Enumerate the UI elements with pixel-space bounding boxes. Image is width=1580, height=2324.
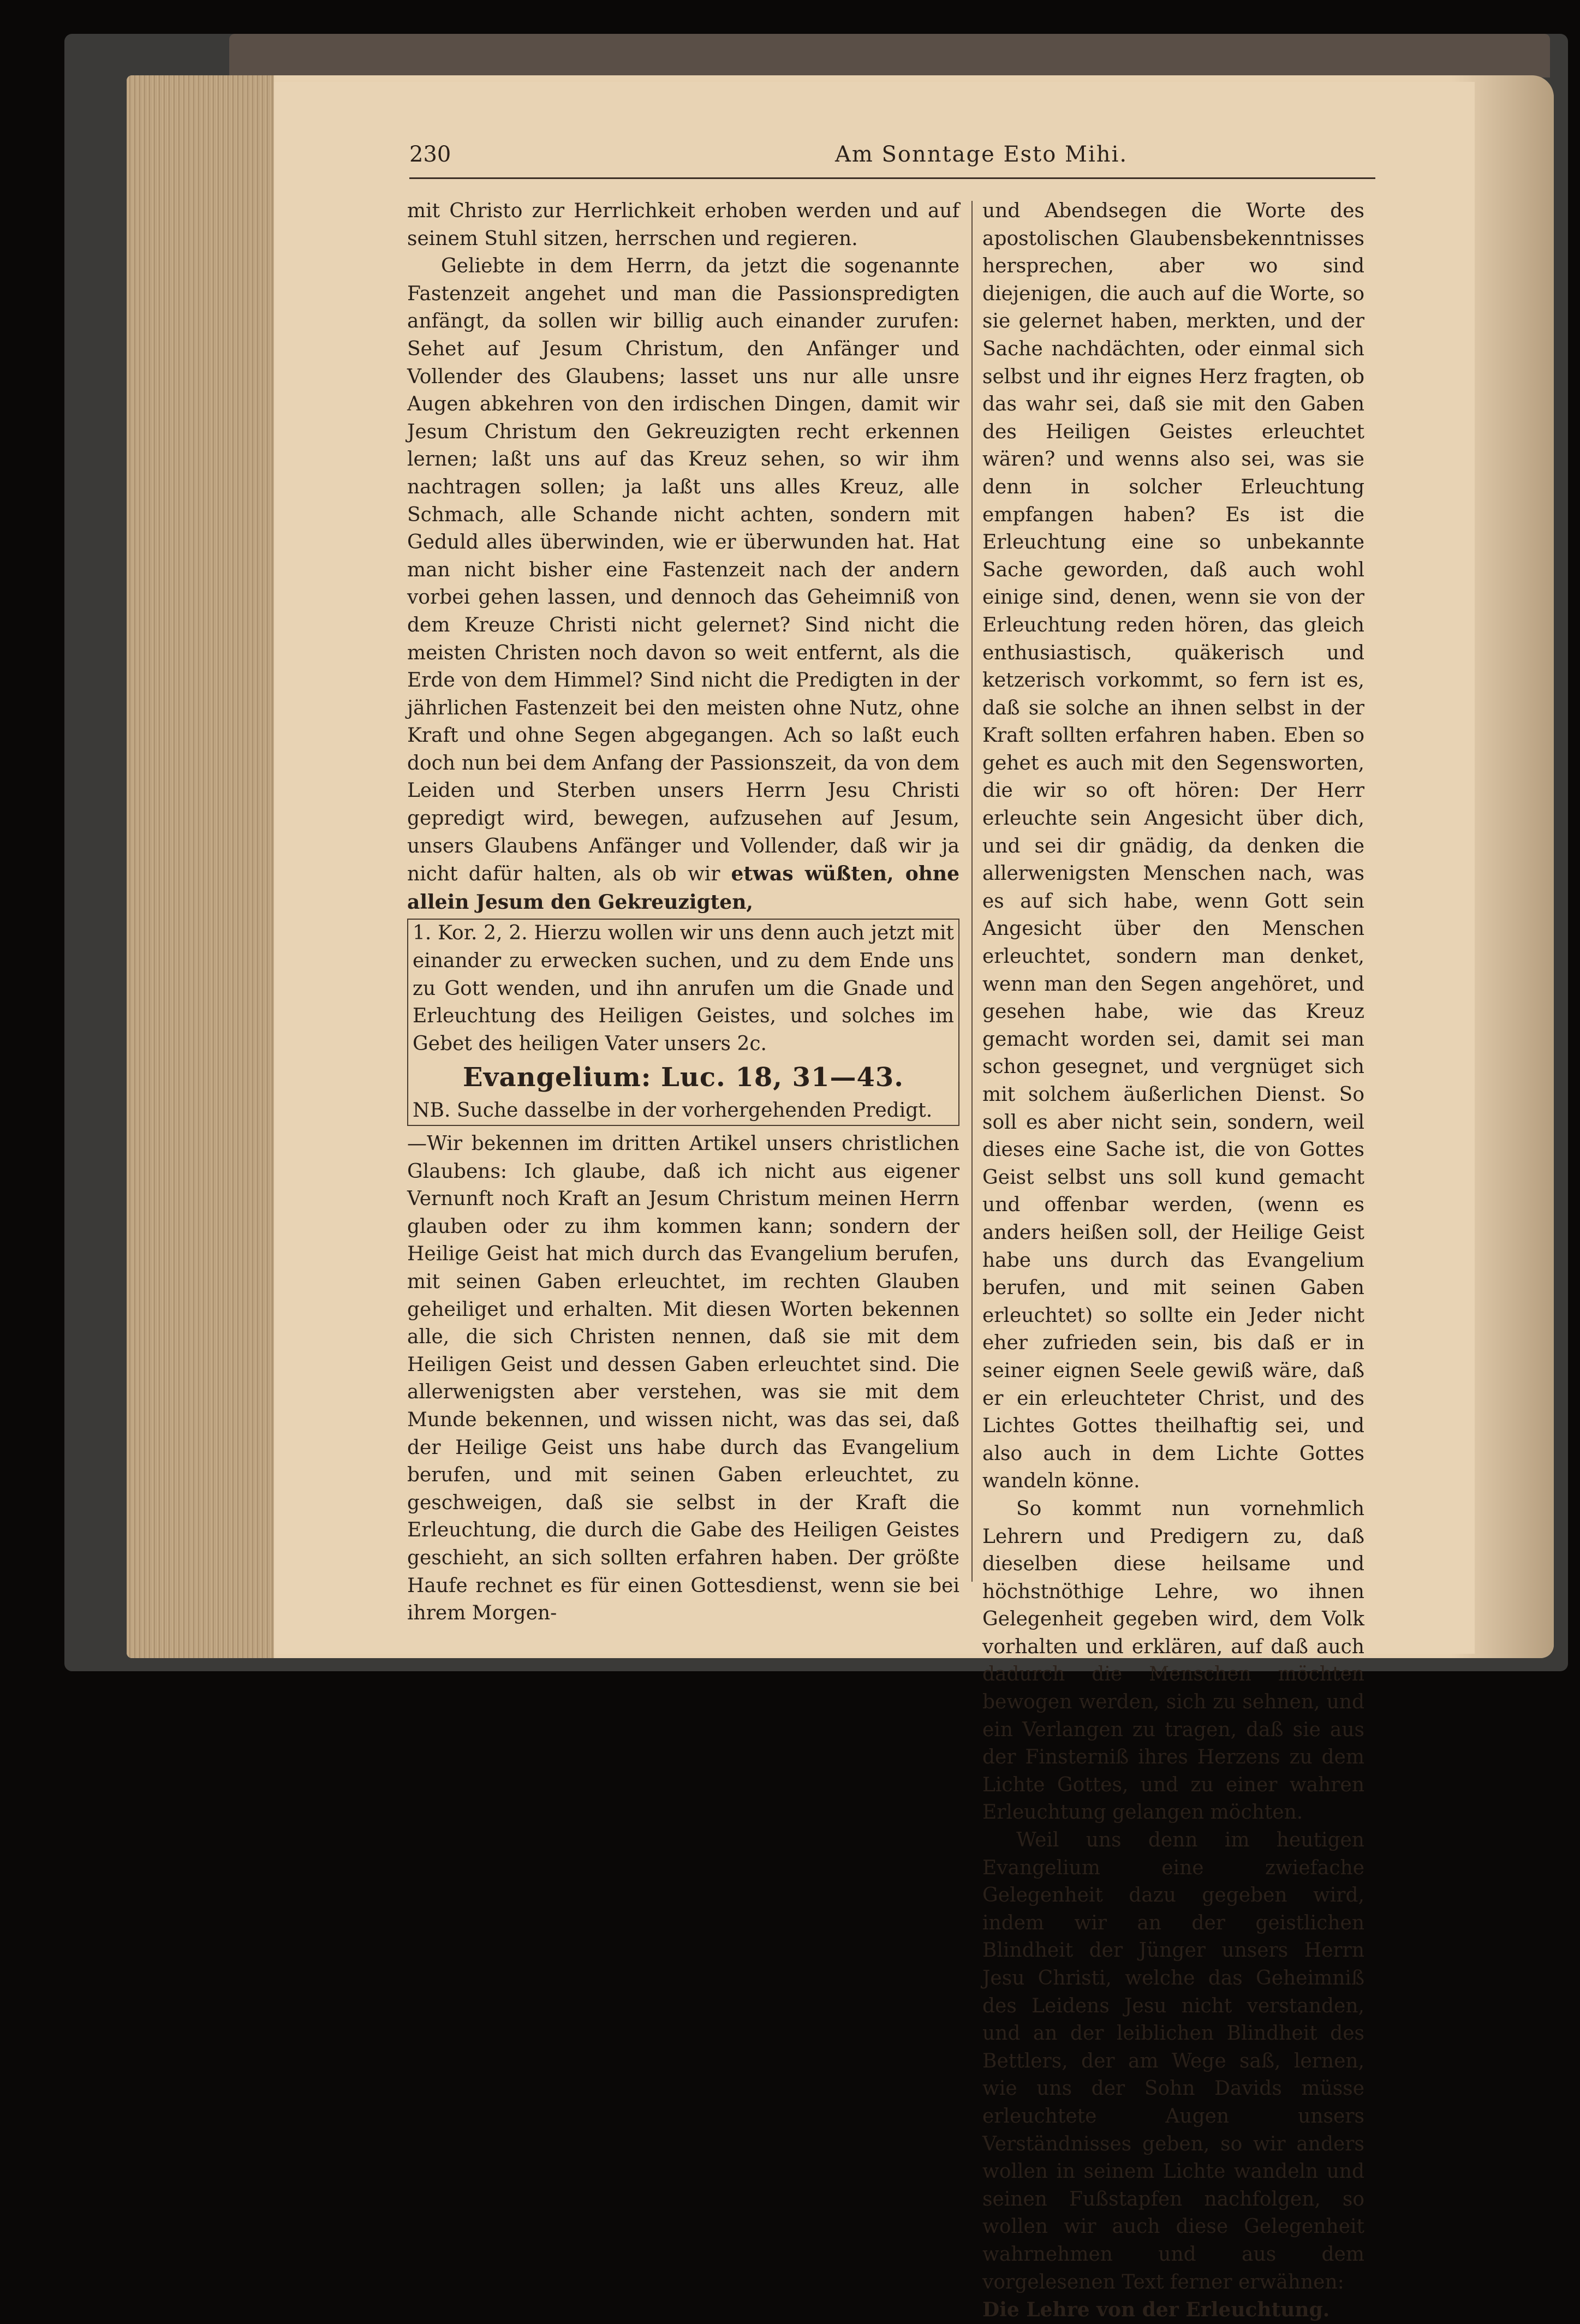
paragraph: mit Christo zur Herrlichkeit erhoben werden und auf seinem Stuhl sitzen, herrschen und regieren. <box>407 200 959 250</box>
column-separator <box>971 201 973 1582</box>
paragraph <box>407 253 959 916</box>
book-cover-top-edge <box>229 34 1550 78</box>
note-text: NB. Suche dasselbe in der vorhergehenden Predigt. <box>413 1099 933 1122</box>
scripture-reference-box <box>407 919 959 1126</box>
section-heading: Die Lehre von der Erleuchtung. <box>982 2298 1330 2322</box>
running-head: Am Sonntage Esto Mihi. <box>835 142 1128 167</box>
page-header <box>409 142 1375 180</box>
left-column <box>407 198 959 1628</box>
paragraph: und Abendsegen die Worte des apostolischen Glaubensbekenntnisses hersprechen, aber wo sind diejenigen, die auch auf die Worte, so sie gelernet haben, merkten, und der Sache nachdächten, oder einmal sich selbst und ihr eignes Herz fragten, ob das wahr sei, daß sie mit den Gaben des Heiligen Geistes erleuchtet wären? und wenns also sei, was sie denn in solcher Erleuchtung empfangen haben? Es ist die Erleuchtung eine so unbekannte Sache geworden, daß auch wohl einige sind, denen, wenn sie von der Erleuchtung reden hören, das gleich enthusiastisch, quäkerisch und ketzerisch vorkommt, so fern ist es, daß sie solche an ihnen selbst in der Kraft sollten erfahren haben. Eben so gehet es auch mit den Segensworten, die wir so oft hören: Der Herr erleuchte sein Angesicht über dich, und sei dir gnädig, da denken die allerwenigsten Menschen nach, was es auf sich habe, wenn Gott sein Angesicht über den Menschen erleuchtet, sondern man denket, wenn man den Segen angehöret, und gesehen habe, wie das Kreuz gemacht worden sei, damit sei man schon gesegnet, und vergnüget sich mit solchem äußerlichen Dienst. So soll es aber nicht sein, sondern, weil dieses eine Sache ist, die von Gottes Geist selbst uns soll kund gemacht und offenbar werden, (wenn es anders heißen soll, der Heilige Geist habe uns durch das Evangelium berufen, und mit seinen Gaben erleuchtet) so sollte ein Jeder nicht eher zufrieden sein, bis daß er in seiner eignen Seele gewiß wäre, daß er ein erleuchteter Christ, und des Lichtes Gottes theilhaftig sei, und also auch in dem Lichte Gottes wandeln könne. <box>982 200 1364 1493</box>
paragraph <box>413 920 954 1058</box>
page-number: 230 <box>409 142 451 167</box>
paragraph: —Wir bekennen im dritten Artikel unsers christlichen Glaubens: Ich glaube, daß ich nicht aus eigener Vernunft noch Kraft an Jesum Christum meinen Herrn glauben oder zu ihm kommen kann; sondern der Heilige Geist hat mich durch das Evangelium berufen, mit seinen Gaben erleuchtet, im rechten Glauben geheiliget und erhalten. Mit diesen Worten bekennen alle, die sich Christen nennen, daß sie mit dem Heiligen Geist und dessen Gaben erleuchtet sind. Die allerwenigsten aber verstehen, was sie mit dem Munde bekennen, und wissen nicht, was das sei, daß der Heilige Geist uns habe durch das Evangelium berufen, und mit seinen Gaben erleuchtet, zu geschweigen, daß sie selbst in der Kraft die Erleuchtung, die durch die Gabe des Heiligen Geistes geschieht, an sich sollten erfahren haben. Der größte Haufe rechnet es für einen Gottesdienst, wenn sie bei ihrem Morgen- <box>407 1133 959 1625</box>
paragraph-text: Hierzu wollen wir uns denn auch jetzt mit einander zu erwecken suchen, und zu dem Ende uns zu Gott wenden, und ihn anrufen um die Gnade und Erleuchtung des Heiligen Geistes, und solches im Gebet des heiligen Vater unsers 2c. <box>413 922 954 1055</box>
gospel-heading: Evangelium: Luc. 18, 31—43. <box>463 1062 904 1093</box>
header-rule <box>409 177 1375 179</box>
paragraph: So kommt nun vornehmlich Lehrern und Predigern zu, daß dieselben diese heilsame und höchstnöthige Lehre, wo ihnen Gelegenheit gegeben wird, dem Volk vorhalten und erklären, auf daß auch dadurch die Menschen möchten bewogen werden, sich zu sehnen, und ein Verlangen zu tragen, daß sie aus der Finsterniß ihres Herzens zu dem Lichte Gottes, und zu einer wahren Erleuchtung gelangen möchten. <box>982 1497 1364 1824</box>
right-column <box>982 198 1364 2324</box>
scripture-reference: 1. Kor. 2, 2. <box>413 922 528 945</box>
page-fore-edge <box>127 75 274 1658</box>
paragraph: Weil uns denn im heutigen Evangelium eine zwiefache Gelegenheit dazu gegeben wird, indem wir an der geistlichen Blindheit der Jünger unsers Herrn Jesu Christi, welche das Geheimniß des Leidens Jesu nicht verstanden, und an der leiblichen Blindheit des Bettlers, der am Wege saß, lernen, wie uns der Sohn Davids müsse erleuchtete Augen unsers Verständnisses geben, so wir anders wollen in seinem Lichte wandeln und seinen Fußstapfen nachfolgen, so wollen wir auch diese Gelegenheit wahrnehmen und aus dem vorgelesenen Text ferner erwähnen: <box>982 1829 1364 2293</box>
book-page <box>274 82 1475 2322</box>
emphasized-text: etwas wüßten, ohne allein Jesum den Gekreuzigten, <box>407 862 959 914</box>
paragraph-text: Geliebte in dem Herrn, da jetzt die sogenannte Fastenzeit angehet und man die Passionspredigten anfängt, da sollen wir billig auch einander zurufen: Sehet auf Jesum Christum, den Anfänger und Vollender des Glaubens; lasset uns nur alle unsre Augen abkehren von den irdischen Dingen, damit wir Jesum Christum den Gekreuzigten recht erkennen lernen; laßt uns auf das Kreuz sehen, so wir ihm nachtragen sollen; ja laßt uns alles Kreuz, alle Schmach, alle Schande nicht achten, sondern mit Geduld alles überwinden, wie er überwunden hat. Hat man nicht bisher eine Fastenzeit nach der andern vorbei gehen lassen, und dennoch das Geheimniß von dem Kreuze Christi nicht gelernet? Sind nicht die meisten Christen noch davon so weit entfernt, als die Erde von dem Himmel? Sind nicht die Predigten in der jährlichen Fastenzeit bei den meisten ohne Nutz, ohne Kraft und ohne Segen abgegangen. Ach so laßt euch doch nun bei dem Anfang der Passionszeit, da von dem Leiden und Sterben unsers Herrn Jesu Christi gepredigt wird, bewegen, aufzusehen auf Jesum, unsers Glaubens Anfänger und Vollender, daß wir ja nicht dafür halten, als ob wir <box>407 255 959 886</box>
